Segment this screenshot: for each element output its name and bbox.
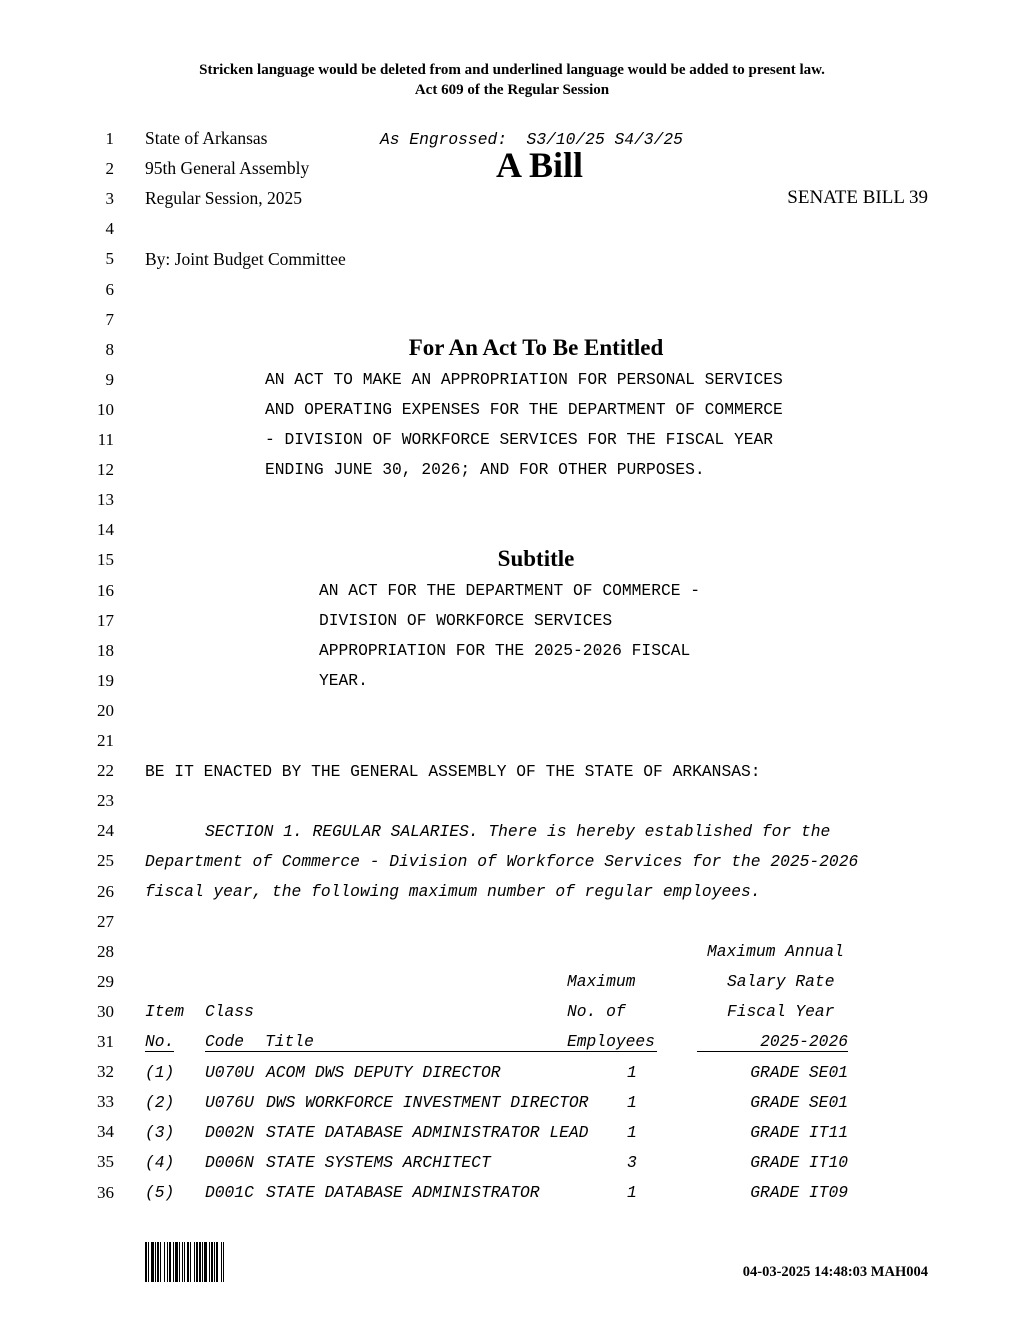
row-employee-count: 1 [627, 1123, 637, 1143]
line-number: 30 [97, 1001, 114, 1021]
col-header-maximum: Maximum [567, 972, 636, 991]
line-number: 33 [97, 1092, 114, 1112]
subtitle-line: APPROPRIATION FOR THE 2025-2026 FISCAL [319, 641, 691, 660]
line-number: 9 [105, 369, 114, 389]
line-number: 6 [105, 279, 114, 299]
row-employee-count: 1 [627, 1183, 637, 1203]
title-line: ENDING JUNE 30, 2026; AND FOR OTHER PURPOSES. [265, 460, 705, 479]
row-class-code: D006N [205, 1153, 254, 1173]
line-number: 21 [97, 731, 114, 750]
col-header-year: 2025-2026 [697, 1032, 848, 1052]
section-1-text: Department of Commerce - Division of Workforce Services for the 2025-2026 [145, 852, 859, 871]
row-item: (1) [145, 1063, 175, 1082]
line-number: 32 [97, 1062, 114, 1082]
line-number: 1 [105, 129, 114, 148]
line-number: 7 [105, 309, 114, 329]
line-number: 20 [97, 700, 114, 720]
col-header-salary-rate: Salary Rate [727, 972, 835, 991]
line-number: 10 [97, 399, 114, 419]
stricken-notice: Stricken language would be deleted from and underlined language would be added to present law. [199, 62, 825, 78]
footer-stamp: 04-03-2025 14:48:03 MAH004 [742, 1264, 928, 1280]
row-item: (2) [145, 1093, 175, 1113]
col-header-fiscal-year: Fiscal Year [727, 1002, 835, 1021]
line-number: 2 [105, 159, 114, 179]
row-class-code: U070U [205, 1063, 254, 1082]
line-number: 31 [97, 1032, 114, 1051]
row-title: ACOM DWS DEPUTY DIRECTOR [266, 1063, 501, 1082]
line-number: 18 [97, 640, 114, 660]
row-grade: GRADE SE01 [750, 1093, 848, 1113]
section-1-text: SECTION 1. REGULAR SALARIES. There is hereby established for the [205, 822, 831, 841]
line-number: 29 [97, 971, 114, 991]
row-class-code: U076U [205, 1093, 254, 1113]
barcode [145, 1242, 273, 1282]
row-grade: GRADE SE01 [750, 1063, 848, 1082]
col-header-item: Item [145, 1002, 185, 1021]
line-number: 15 [97, 550, 114, 570]
row-employee-count: 1 [627, 1093, 637, 1113]
sponsor: By: Joint Budget Committee [145, 249, 346, 269]
col-header-class: Class [205, 1002, 254, 1021]
row-grade: GRADE IT09 [750, 1183, 848, 1203]
line-number: 36 [97, 1182, 114, 1202]
engrossed-stamp: As Engrossed: S3/10/25 S4/3/25 [380, 130, 683, 149]
subtitle-line: YEAR. [319, 671, 368, 690]
line-number: 17 [97, 610, 114, 630]
subtitle-line: AN ACT FOR THE DEPARTMENT OF COMMERCE - [319, 581, 701, 600]
col-header-no: No. [145, 1032, 175, 1051]
row-title: STATE DATABASE ADMINISTRATOR LEAD [266, 1123, 589, 1143]
row-class-code: D002N [205, 1123, 254, 1143]
bill-number: SENATE BILL 39 [787, 187, 928, 208]
row-class-code: D001C [205, 1183, 254, 1203]
enacting-clause: BE IT ENACTED BY THE GENERAL ASSEMBLY OF THE STATE OF ARKANSAS: [145, 762, 761, 781]
col-header-code-title: Code Title Employees [205, 1032, 657, 1052]
title-line: AN ACT TO MAKE AN APPROPRIATION FOR PERSONAL SERVICES [265, 370, 783, 389]
section-1-text: fiscal year, the following maximum number of regular employees. [145, 882, 761, 901]
line-number: 24 [97, 821, 114, 841]
row-grade: GRADE IT11 [750, 1123, 848, 1143]
line-number: 19 [97, 670, 114, 690]
barcode-bar [224, 1242, 226, 1282]
title-heading: For An Act To Be Entitled [408, 335, 664, 360]
col-header-max-annual: Maximum Annual [707, 942, 844, 961]
document-type: A Bill [496, 145, 584, 185]
title-line: AND OPERATING EXPENSES FOR THE DEPARTMENT OF COMMERCE [265, 400, 783, 419]
col-header-no-of: No. of [567, 1002, 626, 1021]
line-number: 11 [97, 430, 114, 449]
line-number: 16 [97, 580, 114, 600]
general-assembly: 95th General Assembly [145, 158, 310, 178]
line-number: 27 [97, 911, 114, 931]
line-number: 25 [97, 851, 114, 871]
line-number: 26 [97, 881, 114, 901]
title-line: - DIVISION OF WORKFORCE SERVICES FOR THE FISCAL YEAR [265, 430, 774, 449]
line-number: 13 [97, 490, 114, 510]
row-item: (3) [145, 1123, 175, 1143]
line-number: 8 [105, 339, 114, 359]
subtitle-line: DIVISION OF WORKFORCE SERVICES [319, 611, 613, 630]
line-number: 4 [105, 219, 114, 239]
row-employee-count: 3 [627, 1153, 637, 1173]
row-item: (5) [145, 1183, 175, 1203]
line-number: 22 [97, 761, 114, 781]
line-number: 35 [97, 1152, 114, 1172]
act-number: Act 609 of the Regular Session [414, 82, 610, 98]
line-number: 28 [97, 941, 114, 961]
row-title: DWS WORKFORCE INVESTMENT DIRECTOR [266, 1093, 589, 1113]
row-title: STATE DATABASE ADMINISTRATOR [266, 1183, 540, 1203]
state-name: State of Arkansas [145, 128, 268, 148]
line-number: 12 [97, 460, 114, 480]
session: Regular Session, 2025 [145, 188, 303, 208]
subtitle-heading: Subtitle [497, 546, 575, 571]
row-title: STATE SYSTEMS ARCHITECT [266, 1153, 491, 1173]
line-number: 23 [97, 791, 114, 811]
row-employee-count: 1 [627, 1063, 637, 1082]
line-number: 3 [105, 189, 114, 209]
line-number: 34 [97, 1122, 114, 1142]
row-item: (4) [145, 1153, 175, 1173]
line-number: 5 [105, 249, 114, 269]
row-grade: GRADE IT10 [750, 1153, 848, 1173]
line-number: 14 [97, 520, 114, 540]
